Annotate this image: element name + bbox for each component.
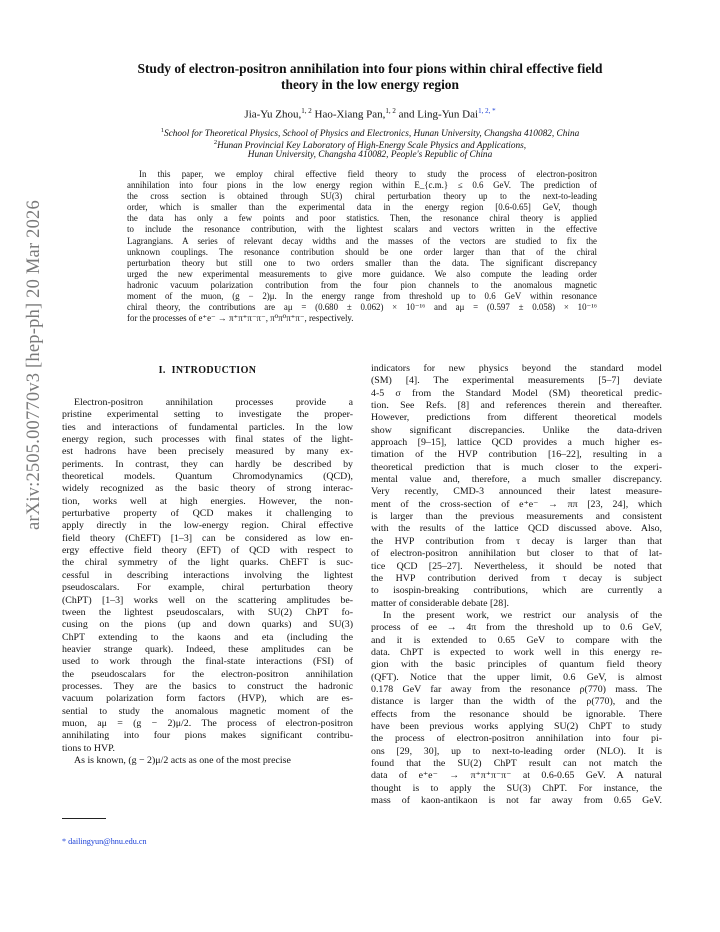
affiliation-1-text: School for Theoretical Physics, School of Physics and Electronics, Hunan University, Changsha 410082, China <box>163 129 580 140</box>
abstract-line: moment of the muon, (g − 2)μ. In the energy range from threshold up to 0.6 GeV within resonance <box>127 291 597 302</box>
author-2-affil: 1, 2 <box>385 107 396 115</box>
left-column-line: As is known, (g − 2)μ/2 acts as one of the most precise <box>74 754 291 766</box>
abstract-line: for the processes of e⁺e⁻ → π⁺π⁺π⁻π⁻, π⁰π⁰π⁺π⁻, respectively. <box>127 313 354 324</box>
right-column-line: ons [29, 30], up to next-to-leading order (NLO). It is <box>371 745 662 757</box>
left-column-line: periments. In contrast, they can hardly be described by <box>62 458 353 470</box>
left-column-line: perturbative property of QCD makes it challenging to <box>62 508 353 520</box>
corresponding-email-link[interactable]: dailingyun@hnu.edu.cn <box>68 837 147 846</box>
left-column-line: pseudoscalars. For example, chiral perturbation theory <box>62 582 353 594</box>
right-column-line: thought is to apply the SU(3) ChPT. For instance, the <box>371 782 662 794</box>
title-line-1: Study of electron-positron annihilation into four pions within chiral effective field <box>137 61 603 76</box>
right-column-line: and it is extended to 0.65 GeV to compare with the <box>371 634 662 646</box>
left-column-line: Electron-positron annihilation processes provide a <box>74 397 353 408</box>
left-column-line: processes. They are the basics to construct the hadronic <box>62 680 353 692</box>
affiliation-1-sup: 1 <box>160 127 164 134</box>
right-column-line: the HVP contribution derived from τ decay is subject <box>371 572 662 584</box>
right-column-line: the HVP contribution from τ decay is larger than that <box>371 535 662 547</box>
paper-title <box>60 61 680 93</box>
right-column-line: matter of considerable debate [28]. <box>371 597 509 609</box>
right-column-line: the process of electron-positron annihilation into four pi- <box>371 733 662 745</box>
left-column-line: tween the lightest pseudoscalars, with SU(2) ChPT fo- <box>62 606 353 618</box>
abstract-line: hadronic vacuum polarization contribution from the four pion channels to the anomalous magnetic <box>127 279 597 290</box>
left-column-line: vacuum polarization form factors (HVP), which are es- <box>62 693 353 705</box>
right-column-line: distance is larger than the width of the ρ(770), and the <box>371 696 662 708</box>
right-column-line: theoretical prediction that is much closer to the experi- <box>371 461 662 473</box>
right-column-line: effects from the resonance should be ignorable. There <box>371 708 662 720</box>
abstract-line: unknown couplings. The resonance contribution should be one order larger than that of the chiral <box>127 246 597 257</box>
left-column-line: the chiral symmetry of the light quarks. ChEFT is suc- <box>62 557 353 569</box>
right-column-line: indicators for new physics beyond the standard model <box>371 363 662 374</box>
author-3-affil: 1, 2, * <box>478 107 496 115</box>
left-column-line: muon, aμ = (g − 2)μ/2. The process of electron-positron <box>62 717 353 729</box>
affiliation-2-line-1: Hunan Provincial Key Laboratory of High-Energy Scale Physics and Applications, <box>217 141 527 152</box>
left-column-line: widely recognized as the basic theory of strong interac- <box>62 483 353 495</box>
right-column-line: tice QCD [25–27]. Nevertheless, it should be noted that <box>371 560 662 572</box>
right-column-line: with the results of the lattice QCD discussed above. Also, <box>371 523 662 535</box>
footnote-rule <box>62 818 106 819</box>
left-column-line: used to work through the final-state interactions (FSI) of <box>62 656 353 668</box>
section-number: I. <box>158 365 166 376</box>
affiliation-2-sup: 2 <box>213 139 218 146</box>
affiliation-2-cont <box>40 149 700 161</box>
right-column-line: data of e⁺e⁻ → π⁺π⁺π⁻π⁻ at 0.6-0.65 GeV. A natural <box>371 770 662 782</box>
right-column-line: Very recently, CMD-3 announced their latest measure- <box>371 486 662 498</box>
left-column-line: ergy effective field theory (EFT) of QCD with respect to <box>62 545 353 557</box>
author-1: Jia-Yu Zhou, <box>244 108 302 121</box>
left-column-line: tions to HVP. <box>62 742 115 754</box>
right-column-line: mass of kaon-antikaon is not far away from 0.65 GeV. <box>371 795 662 807</box>
right-column-line: to isospin-breaking contributions, which are currently a <box>371 585 662 597</box>
abstract-line: the data has only a few points and poor statistics. Then, the resonance chiral theory is applied <box>127 213 597 224</box>
title-line-2: theory in the low energy region <box>281 77 459 92</box>
author-3: Ling-Yun Dai <box>417 108 479 121</box>
left-column-line: heavier strange quark). Indeed, these amplitudes can be <box>62 643 353 655</box>
left-column-line: ties and interactions of fundamental particles. In the low <box>62 421 353 433</box>
right-column-line: show significant discrepancies. Unlike the data-driven <box>371 424 662 436</box>
abstract-line: annihilation into four pions in the low energy region within E_{c.m.} ≤ 0.6 GeV. The prediction of <box>127 180 597 191</box>
right-column-line: is larger than the previous measurements and consistent <box>371 511 662 523</box>
left-column-line: tion, works well at high energies. However, the non- <box>62 495 353 507</box>
right-column-line: 4-5 σ from the Standard Model (SM) theoretical predic- <box>371 387 662 399</box>
left-column-line: (ChPT) [1–3] works well on the scattering amplitudes be- <box>62 594 353 606</box>
section-title: INTRODUCTION <box>171 365 257 376</box>
right-column-line: mental value and, therefore, a much smaller discrepancy. <box>371 474 662 486</box>
author-list <box>60 107 680 121</box>
arxiv-identifier: arXiv:2505.00770v3 [hep-ph] 20 Mar 2026 <box>24 200 44 530</box>
right-column-line: found that the SU(2) ChPT result can not match the <box>371 758 662 769</box>
right-column-line: data. ChPT is expected to work well in this energy re- <box>371 646 662 658</box>
left-column-line: ChPT extending to the kaons and eta (including the <box>62 631 353 643</box>
abstract-line: order, which is smaller than the experimental data in the energy region [0.6-0.65] GeV, though <box>127 202 597 213</box>
right-column-line: have been previous works applying SU(2) ChPT to study <box>371 720 662 732</box>
abstract-line: the cross section is obtained through SU(3) chiral perturbation theory up to the next-to-leading <box>127 191 597 202</box>
left-column-line: est hadrons have been precisely measured by many ex- <box>62 446 353 458</box>
right-column-line: (QFT). Notice that the upper limit, 0.6 GeV, is almost <box>371 671 662 683</box>
abstract-line: Lagrangians. A series of relevant decay widths and the masses of the vectors are studied to fix the <box>127 235 597 246</box>
left-column-line: annihilating into four pions makes significant contribu- <box>62 730 353 742</box>
abstract-line: urged the new experimental measurements to give more guidance. We also compute the leading order <box>127 268 597 279</box>
right-column-line: gion with the basic principles of quantum field theory <box>371 659 662 671</box>
right-column-line: of electron-positron annihilation but closer to that of lat- <box>371 548 662 560</box>
abstract-line: to include the resonance contribution, with the lightest scalars and vectors written in the effective <box>127 224 597 235</box>
right-column <box>371 363 662 807</box>
left-column-line: sential to study the anomalous magnetic moment of the <box>62 705 353 717</box>
footnote <box>62 837 147 846</box>
abstract-line: In this paper, we employ chiral effective field theory to study the process of electron-positron <box>139 169 597 179</box>
right-column-line: 0.178 GeV far away from the resonance ρ(770) mass. The <box>371 683 662 695</box>
right-column-line: process of ee → 4π from the threshold up to 0.6 GeV, <box>371 622 662 634</box>
right-column-line: timation of the HVP contribution [16–22], resulting in a <box>371 449 662 461</box>
left-column-line: energy region, such processes with final states of the light- <box>62 434 353 446</box>
right-column-line: However, predictions from different theoretical models <box>371 412 662 424</box>
section-heading-introduction <box>62 365 353 376</box>
abstract-line: perturbation theory but still one to two orders smaller than the data. The significant discrepancy <box>127 257 597 268</box>
right-column-line: approach [9–15], lattice QCD provides a much higher es- <box>371 437 662 449</box>
left-column-line: cusing on the pions (up and down quarks) and SU(3) <box>62 619 353 631</box>
abstract-line: chiral theory, the contributions are aμ = (0.680 ± 0.062) × 10⁻¹⁶ and aμ = (0.597 ± 0.058) × 10⁻¹⁶ <box>127 302 597 313</box>
author-conjunction: and <box>398 108 415 121</box>
right-column-line: ment of the cross-section of e⁺e⁻ → ππ [23, 24], which <box>371 498 662 510</box>
left-column-line: field theory (ChEFT) [1–3] can be considered as low en- <box>62 532 353 544</box>
right-column-line: tion. See Refs. [8] and references therein and thereafter. <box>371 400 662 412</box>
right-column-line: In the present work, we restrict our analysis of the <box>383 609 662 621</box>
footnote-mark: * <box>62 837 67 846</box>
right-column-line: (SM) [4]. The experimental measurements [5–7] deviate <box>371 375 662 387</box>
left-column <box>62 397 353 767</box>
author-2: Hao-Xiang Pan, <box>314 108 386 121</box>
left-column-line: pristine experimental setting to investigate the proper- <box>62 409 353 421</box>
affiliation-2-line-2: Hunan University, Changsha 410082, People's Republic of China <box>247 150 493 160</box>
left-column-line: theoretical models. Quantum Chromodynamics (QCD), <box>62 471 353 483</box>
abstract <box>127 169 597 324</box>
left-column-line: the pseudoscalars for the electron-positron annihilation <box>62 668 353 680</box>
author-1-affil: 1, 2 <box>301 107 312 115</box>
left-column-line: cessful in describing interactions involving the lightest <box>62 569 353 581</box>
left-column-line: apply directly in the low-energy region. Chiral effective <box>62 520 353 532</box>
